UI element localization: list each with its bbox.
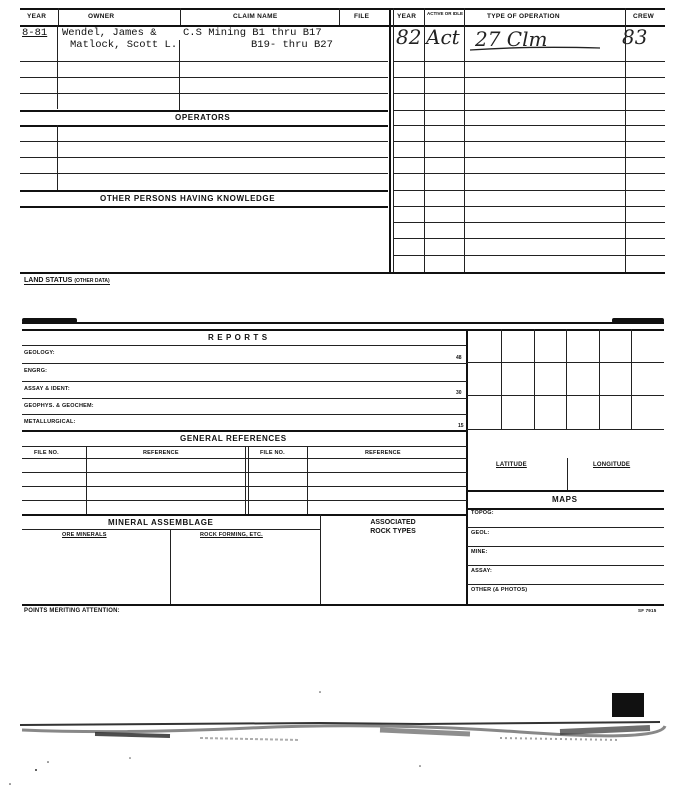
longitude-label: LONGITUDE xyxy=(593,462,631,468)
row-line xyxy=(22,381,467,382)
row-line xyxy=(20,141,388,142)
col-header-active-idle: ACTIVE OR IDLE xyxy=(426,11,463,16)
row-line xyxy=(22,398,467,399)
row-line xyxy=(467,546,664,547)
sep xyxy=(58,8,59,25)
sep xyxy=(170,529,171,604)
map-topog: TOPOG: xyxy=(471,510,494,516)
grid-line xyxy=(467,429,664,430)
sep xyxy=(248,446,249,514)
grid-line xyxy=(599,329,600,429)
row-line xyxy=(393,255,665,256)
grid-line xyxy=(467,362,664,363)
sep xyxy=(389,8,391,272)
handwritten-active-idle: Act xyxy=(426,25,460,49)
col-header-file: FILE xyxy=(354,13,370,20)
map-geol: GEOL: xyxy=(471,530,490,536)
sep xyxy=(567,458,568,490)
map-assay: ASSAY: xyxy=(471,568,493,574)
row-line xyxy=(467,490,664,492)
entry-owner-line1: Wendel, James & xyxy=(62,27,157,39)
rock-forming-label: ROCK FORMING, ETC. xyxy=(200,532,263,538)
sep xyxy=(339,8,340,25)
sep xyxy=(179,40,180,110)
row-line xyxy=(22,363,467,364)
top-table-bottom-border xyxy=(20,272,665,274)
scan-artifact xyxy=(0,688,678,808)
row-line xyxy=(393,222,665,223)
grid-line xyxy=(566,329,567,429)
col-header-claim-name: CLAIM NAME xyxy=(233,13,278,20)
grid-line xyxy=(501,329,502,429)
general-references-title: GENERAL REFERENCES xyxy=(180,434,287,443)
row-line xyxy=(467,565,664,566)
associated-rock-types-label xyxy=(320,518,466,536)
row-line xyxy=(393,141,665,142)
land-status-heading xyxy=(24,277,110,285)
sep xyxy=(424,8,425,272)
row-line xyxy=(20,190,388,192)
handwritten-crew: 83 xyxy=(622,25,648,49)
map-mine: MINE: xyxy=(471,549,488,555)
row-line xyxy=(393,157,665,158)
handwritten-underline xyxy=(468,46,603,52)
top-border xyxy=(20,8,665,10)
row-line xyxy=(20,93,388,94)
report-metallurgical: METALLURGICAL: xyxy=(24,419,76,425)
land-status-sublabel: (OTHER DATA) xyxy=(74,278,110,284)
points-meriting-attention-label: POINTS MERITING ATTENTION: xyxy=(24,608,120,614)
map-other-photos: OTHER (& PHOTOS) xyxy=(471,587,528,593)
maps-title: MAPS xyxy=(552,495,578,504)
gr-col-reference: REFERENCE xyxy=(143,450,179,456)
row-line xyxy=(393,190,665,191)
row-line xyxy=(22,514,467,516)
latitude-label: LATITUDE xyxy=(496,462,527,468)
reports-title: R E P O R T S xyxy=(208,333,268,342)
handwritten-year: 82 xyxy=(396,25,422,49)
row-line xyxy=(22,345,467,346)
row-line xyxy=(20,206,388,208)
sep xyxy=(464,8,465,272)
sep xyxy=(57,25,58,109)
form-code: SF 7915 xyxy=(638,608,657,613)
report-geology-num: 48 xyxy=(456,355,462,361)
row-line xyxy=(393,173,665,174)
row-line xyxy=(467,527,664,528)
handwritten-type-of-operation: 27 Clm xyxy=(475,27,548,51)
entry-claim-line2: B19- thru B27 xyxy=(251,39,333,51)
report-geophys-geochem: GEOPHYS. & GEOCHEM: xyxy=(24,403,94,409)
row-line xyxy=(20,77,388,78)
row-line xyxy=(20,61,388,62)
entry-year: 8-81 xyxy=(22,27,48,39)
row-line xyxy=(393,238,665,239)
sep xyxy=(307,446,308,514)
sep xyxy=(245,446,246,514)
associated-line1: ASSOCIATED xyxy=(370,519,416,526)
sep xyxy=(86,446,87,514)
row-line xyxy=(20,157,388,158)
report-geology: GEOLOGY: xyxy=(24,350,55,356)
land-status-label: LAND STATUS xyxy=(24,277,73,284)
col-header-year: YEAR xyxy=(27,13,47,20)
row-line xyxy=(467,508,664,510)
col-header-owner: OWNER xyxy=(88,13,115,20)
other-persons-label: OTHER PERSONS HAVING KNOWLEDGE xyxy=(100,194,276,203)
row-line xyxy=(22,430,467,432)
row-line xyxy=(393,77,665,78)
col-header-type-of-operation: TYPE OF OPERATION xyxy=(487,13,560,20)
row-line xyxy=(20,173,388,174)
gr-col-file-no: FILE NO. xyxy=(34,450,59,456)
gr-col-reference-2: REFERENCE xyxy=(365,450,401,456)
col-header-year-2: YEAR xyxy=(397,13,417,20)
associated-line2: ROCK TYPES xyxy=(370,528,416,535)
sep xyxy=(393,8,394,272)
row-line xyxy=(22,414,467,415)
row-line xyxy=(20,125,388,127)
mineral-assemblage-title: MINERAL ASSEMBLAGE xyxy=(108,518,214,527)
reports-right-border xyxy=(466,329,468,604)
row-line xyxy=(393,125,665,126)
grid-line xyxy=(467,395,664,396)
report-assay-num: 30 xyxy=(456,390,462,396)
row-line xyxy=(393,206,665,207)
col-header-crew: CREW xyxy=(633,13,655,20)
reports-bottom-border xyxy=(22,604,664,606)
row-line xyxy=(22,529,320,530)
entry-claim-line1: C.S Mining B1 thru B17 xyxy=(183,27,322,39)
section-divider xyxy=(22,322,664,324)
gr-col-file-no-2: FILE NO. xyxy=(260,450,285,456)
entry-owner-line2: Matlock, Scott L. xyxy=(70,39,178,51)
row-line xyxy=(20,110,388,112)
row-line xyxy=(393,93,665,94)
grid-line xyxy=(534,329,535,429)
ore-minerals-label: ORE MINERALS xyxy=(62,532,107,538)
operators-label: OPERATORS xyxy=(175,113,231,122)
grid-line xyxy=(631,329,632,429)
sep xyxy=(180,8,181,25)
row-line xyxy=(467,584,664,585)
row-line xyxy=(393,110,665,111)
row-line xyxy=(393,61,665,62)
reports-top-border xyxy=(22,329,664,331)
report-metallurgical-num: 15 xyxy=(458,423,464,429)
report-engrg: ENGRG: xyxy=(24,368,48,374)
report-assay-ident: ASSAY & IDENT: xyxy=(24,386,70,392)
